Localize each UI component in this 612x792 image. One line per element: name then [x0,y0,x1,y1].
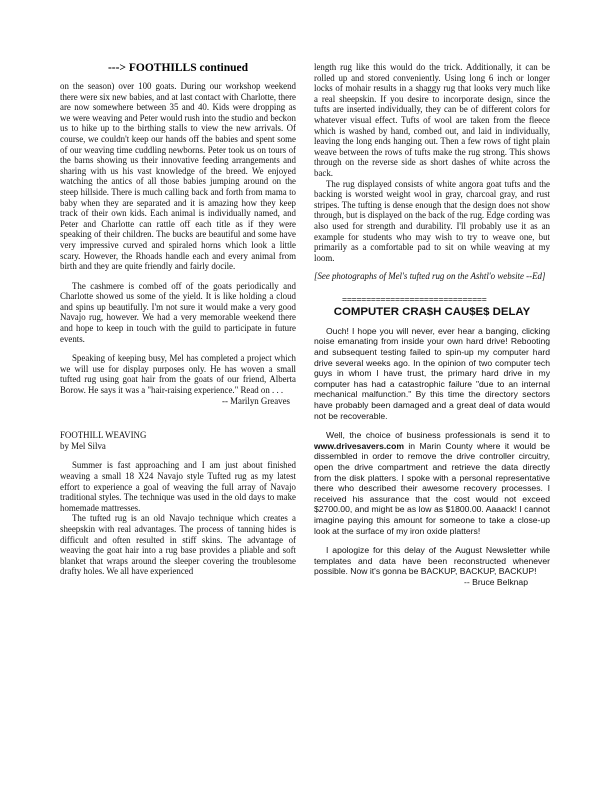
left-column [60,81,296,577]
crash-paragraph-2 [314,430,550,536]
bruce-signature: -- Bruce Belknap [463,576,528,587]
foothills-paragraph-1: on the season) over 100 goats. During our workshop weekend there were six new babies, and at last contact with Charlotte, there are now somewhere between 35 and 40. Kids were dropping as we were weaving and Peter would rush into the studio and beckon us to hike up to the birthing stalls to view the new arrivals. Of course, we couldn't keep our hands off the babies and spent some of our weaving time cuddling newborns. Peter took us on tours of the barns showing us their innovative feeding arrangements and sharing with us his vast knowledge of the breed. We enjoyed watching the antics of all those babies jumping around on the steep hillside. There is much calling back and forth from mama to baby when they are separated and it is amazing how they keep track of their own kids. Each animal is individually named, and Peter and Charlotte can rattle off each title as if they were speaking of their children. The bucks are beautiful and some have very impressive curved and spiraled horns which look a little scary. However, the Rhoads handle each and every animal from birth and they are quite friendly and fairly docile. [60,81,296,272]
weaving-paragraph-3: length rug like this would do the trick. Additionally, it can be rolled up and stored conveniently. Using long 6 inch or longer locks of mohair results in a shaggy rug that looks very much like a real sheepskin. If you desire to incorporate design, since the tufts are inserted individually, they can be of different colors for whatever visual effect. Tufts of wool are taken from the fleece which is washed by hand, combed out, and laid in individually, leaving the long ends hanging out. Then a few rows of tight plain weave between the rows of tufts make the rug strong. This shows through on the reverse side as short dashes of white across the back. [314,62,550,178]
foothill-weaving-byline: by Mel Silva [60,440,106,451]
editor-note: [See photographs of Mel's tufted rug on the Ashtl'o website --Ed] [314,271,546,282]
foothills-paragraph-2: The cashmere is combed off of the goats periodically and Charlotte showed us some of the yield. It is like holding a cloud and spins up beautifully. I'm not sure it would make a very good Navajo rug, however. We had a very memorable weekend there and hope to keep in touch with the guild to participate in future events. [60,280,296,344]
section-divider: ============================== [342,293,487,304]
crash-paragraph-3: I apologize for this delay of the August Newsletter while templates and data have been reconstructed whenever possible. Now it's gonna be BACKUP, BACKUP, BACKUP! [314,545,550,577]
weaving-paragraph-4: The rug displayed consists of white angora goat tufts and the backing is worsted weight wool in gray, charcoal gray, and rust stripes. The tufting is dense enough that the design does not show through, but is displayed on the back of the rug. Edge cording was also used for strength and durability. I'll probably use it as an example for students who may wish to try to weave one, but primarily as a comfortable pad to sit on while weaving at my loom. [314,178,550,263]
continued-header: ---> FOOTHILLS continued [107,62,249,74]
drivesavers-link[interactable]: www.drivesavers.com [314,440,404,451]
weaving-paragraph-1: Summer is fast approaching and I am just about finished weaving a small 18 X24 Navajo style Tufted rug as my latest effort to experience a goal of weaving the full array of Navajo traditional styles. The technique was used in the old days to make homemade mattresses. [60,460,296,513]
crash-paragraph-1: Ouch! I hope you will never, ever hear a banging, clicking noise emanating from inside your own hard drive! Rebooting and subsequent testing failed to spin-up my computer hard drive several weeks ago. In the opinion of two computer tech guys in whom I have trust, the primary hard drive in my computer has had a catastrophic failure "due to an internal mechanical malfunction." By this time the directory sectors have probably been damaged and a great deal of data would not be recoverable. [314,325,550,421]
right-column [314,62,550,588]
foothill-weaving-title: FOOTHILL WEAVING [60,430,147,441]
foothills-paragraph-3: Speaking of keeping busy, Mel has completed a project which we will use for display purposes only. He has woven a small tufted rug using goat hair from the goats of our friend, Alberta Borow. He says it was a "hair-raising experience." Read on . . . [60,353,296,396]
crash-paragraph-2-end: in Marin County where it would be dissembled in order to remove the drive controller circuitry, open the drive compartment and retrieve the data directly from the disk platters. I spoke with a personal representative there who described their awesome recovery processes. I received his assurance that the cost would not exceed $2700.00, and might be as low as $1800.00. Aaaack! I cannot imagine paying this amount for someone to take a close-up look at the surface of my iron oxide platters! [314,440,550,536]
weaving-paragraph-2: The tufted rug is an old Navajo technique which creates a sheepskin with real advantages. The process of tanning hides is difficult and often resulted in stiff skins. The advantage of weaving the goat hair into a rug base provides a pliable and soft blanket that wraps around the sleeper covering the troublesome drafty holes. We all have experienced [60,513,296,577]
computer-crash-title: COMPUTER CRA$H CAU$E$ DELAY [333,305,531,318]
crash-paragraph-2-start: Well, the choice of business professionals is send it to [326,430,550,441]
marilyn-signature: -- Marilyn Greaves [221,395,290,406]
